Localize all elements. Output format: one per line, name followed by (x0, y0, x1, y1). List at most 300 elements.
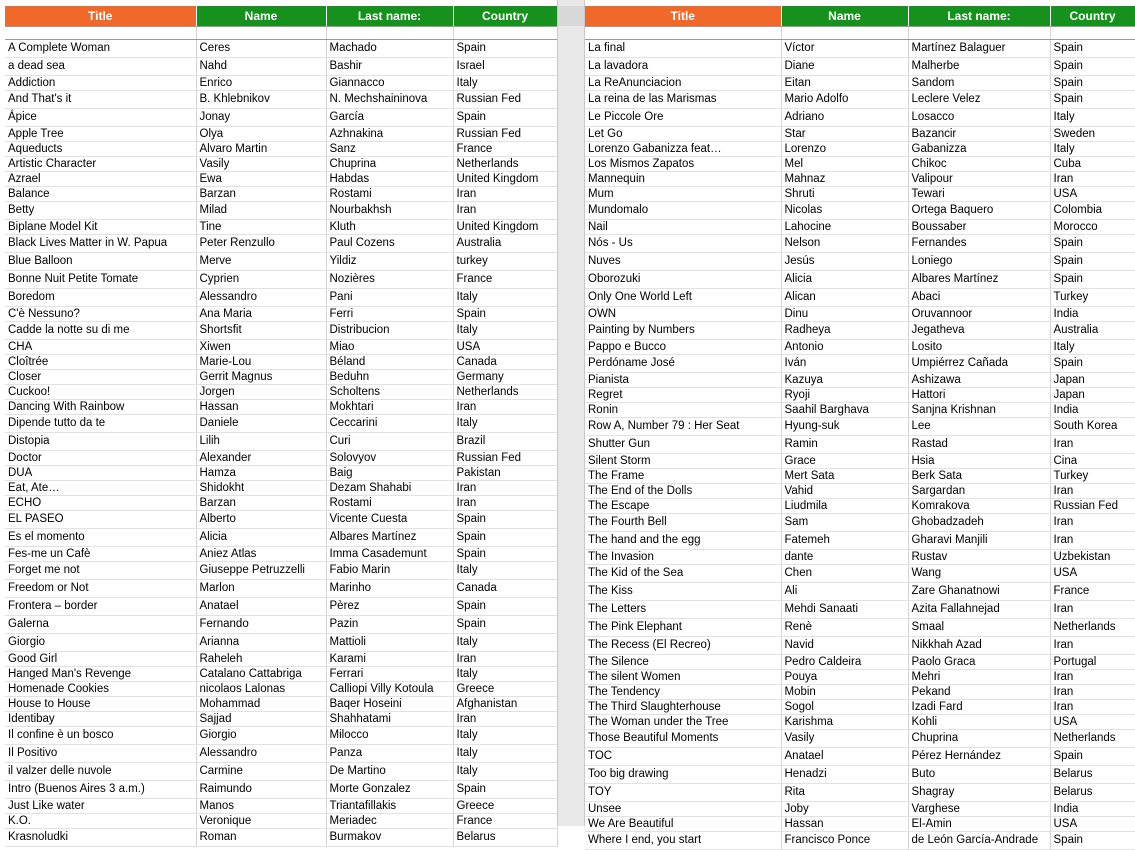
cell-name[interactable]: Pouya (781, 670, 908, 685)
cell-name[interactable]: Star (781, 127, 908, 142)
cell-country[interactable]: Spain (453, 307, 557, 322)
cell-last-name[interactable]: Chuprina (908, 730, 1050, 748)
cell-country[interactable]: Netherlands (1050, 730, 1135, 748)
header-last-name[interactable]: Last name: (908, 6, 1050, 27)
blank-cell[interactable] (1050, 27, 1135, 40)
cell-country[interactable]: Iran (1050, 685, 1135, 700)
cell-name[interactable]: Hassan (781, 817, 908, 832)
cell-title[interactable]: Identibay (5, 712, 196, 727)
cell-last-name[interactable]: Rastad (908, 436, 1050, 454)
cell-title[interactable]: The silent Women (585, 670, 781, 685)
cell-title[interactable]: The Fourth Bell (585, 514, 781, 532)
cell-title[interactable]: Shutter Gun (585, 436, 781, 454)
cell-last-name[interactable]: Rostami (326, 496, 453, 511)
cell-name[interactable]: Mel (781, 157, 908, 172)
cell-last-name[interactable]: Morte Gonzalez (326, 781, 453, 799)
cell-name[interactable]: Mehdi Sanaati (781, 601, 908, 619)
cell-country[interactable]: Iran (453, 652, 557, 667)
cell-last-name[interactable]: Leclere Velez (908, 91, 1050, 109)
cell-title[interactable]: Ápice (5, 109, 196, 127)
cell-last-name[interactable]: Ashizawa (908, 373, 1050, 388)
cell-country[interactable]: Italy (453, 667, 557, 682)
cell-last-name[interactable]: Gabanizza (908, 142, 1050, 157)
cell-last-name[interactable]: Rustav (908, 550, 1050, 565)
cell-country[interactable]: Spain (1050, 40, 1135, 58)
cell-name[interactable]: Alessandro (196, 289, 326, 307)
cell-last-name[interactable]: Jegatheva (908, 322, 1050, 340)
cell-name[interactable]: Raheleh (196, 652, 326, 667)
cell-country[interactable]: Italy (453, 634, 557, 652)
cell-title[interactable]: C'è Nessuno? (5, 307, 196, 322)
header-last-name[interactable]: Last name: (326, 6, 453, 27)
cell-name[interactable]: Anatael (781, 748, 908, 766)
cell-name[interactable]: Lorenzo (781, 142, 908, 157)
cell-name[interactable]: Alicia (196, 529, 326, 547)
cell-last-name[interactable]: Smaal (908, 619, 1050, 637)
cell-name[interactable]: Barzan (196, 187, 326, 202)
cell-name[interactable]: Barzan (196, 496, 326, 511)
cell-name[interactable]: Eitan (781, 76, 908, 91)
cell-country[interactable]: Canada (453, 355, 557, 370)
cell-name[interactable]: Marlon (196, 580, 326, 598)
cell-country[interactable]: Colombia (1050, 202, 1135, 220)
blank-cell[interactable] (781, 27, 908, 40)
cell-country[interactable]: Netherlands (1050, 619, 1135, 637)
cell-title[interactable]: Balance (5, 187, 196, 202)
cell-name[interactable]: Nahd (196, 58, 326, 76)
cell-title[interactable]: Distopia (5, 433, 196, 451)
cell-last-name[interactable]: Azita Fallahnejad (908, 601, 1050, 619)
cell-title[interactable]: Pianista (585, 373, 781, 388)
cell-country[interactable]: Japan (1050, 388, 1135, 403)
cell-country[interactable]: South Korea (1050, 418, 1135, 436)
cell-last-name[interactable]: Curi (326, 433, 453, 451)
cell-title[interactable]: Forget me not (5, 562, 196, 580)
cell-last-name[interactable]: Béland (326, 355, 453, 370)
cell-last-name[interactable]: Calliopi Villy Kotoula (326, 682, 453, 697)
cell-country[interactable]: Iran (1050, 172, 1135, 187)
cell-name[interactable]: Nicolas (781, 202, 908, 220)
cell-title[interactable]: Silent Storm (585, 454, 781, 469)
cell-name[interactable]: Tine (196, 220, 326, 235)
cell-last-name[interactable]: Ferrari (326, 667, 453, 682)
cell-title[interactable]: Good Girl (5, 652, 196, 667)
cell-title[interactable]: A Complete Woman (5, 40, 196, 58)
cell-country[interactable]: Italy (453, 76, 557, 91)
cell-title[interactable]: Black Lives Matter in W. Papua (5, 235, 196, 253)
cell-name[interactable]: Shortsfit (196, 322, 326, 340)
cell-last-name[interactable]: Distribucion (326, 322, 453, 340)
cell-last-name[interactable]: Marinho (326, 580, 453, 598)
cell-title[interactable]: Homenade Cookies (5, 682, 196, 697)
cell-title[interactable]: The Pink Elephant (585, 619, 781, 637)
cell-last-name[interactable]: Izadi Fard (908, 700, 1050, 715)
cell-name[interactable]: Nelson (781, 235, 908, 253)
cell-country[interactable]: USA (1050, 817, 1135, 832)
cell-last-name[interactable]: Loniego (908, 253, 1050, 271)
cell-last-name[interactable]: Gharavi Manjili (908, 532, 1050, 550)
cell-last-name[interactable]: N. Mechshaininova (326, 91, 453, 109)
cell-title[interactable]: The Woman under the Tree (585, 715, 781, 730)
cell-title[interactable]: TOC (585, 748, 781, 766)
cell-name[interactable]: Ana Maria (196, 307, 326, 322)
blank-cell[interactable] (908, 27, 1050, 40)
cell-last-name[interactable]: Habdas (326, 172, 453, 187)
cell-name[interactable]: Daniele (196, 415, 326, 433)
cell-last-name[interactable]: Pani (326, 289, 453, 307)
cell-name[interactable]: Saahil Barghava (781, 403, 908, 418)
cell-last-name[interactable]: Panza (326, 745, 453, 763)
cell-last-name[interactable]: Oruvannoor (908, 307, 1050, 322)
cell-title[interactable]: Lorenzo Gabanizza feat… (585, 142, 781, 157)
cell-name[interactable]: Marie-Lou (196, 355, 326, 370)
cell-name[interactable]: Vahid (781, 484, 908, 499)
cell-last-name[interactable]: Abaci (908, 289, 1050, 307)
cell-last-name[interactable]: Wang (908, 565, 1050, 583)
cell-country[interactable]: Iran (1050, 532, 1135, 550)
cell-name[interactable]: Ali (781, 583, 908, 601)
cell-title[interactable]: Dancing With Rainbow (5, 400, 196, 415)
cell-title[interactable]: Oborozuki (585, 271, 781, 289)
cell-last-name[interactable]: Hattori (908, 388, 1050, 403)
cell-last-name[interactable]: Albares Martínez (326, 529, 453, 547)
cell-name[interactable]: Lahocine (781, 220, 908, 235)
cell-name[interactable]: Grace (781, 454, 908, 469)
cell-name[interactable]: Mobin (781, 685, 908, 700)
cell-title[interactable]: Those Beautiful Moments (585, 730, 781, 748)
cell-last-name[interactable]: Machado (326, 40, 453, 58)
cell-country[interactable]: Spain (453, 529, 557, 547)
cell-name[interactable]: B. Khlebnikov (196, 91, 326, 109)
cell-country[interactable]: Belarus (453, 829, 557, 847)
cell-name[interactable]: Henadzi (781, 766, 908, 784)
cell-name[interactable]: Jorgen (196, 385, 326, 400)
cell-last-name[interactable]: Martínez Balaguer (908, 40, 1050, 58)
cell-title[interactable]: Addiction (5, 76, 196, 91)
cell-name[interactable]: Olya (196, 127, 326, 142)
cell-name[interactable]: Giuseppe Petruzzelli (196, 562, 326, 580)
cell-last-name[interactable]: Paul Cozens (326, 235, 453, 253)
cell-country[interactable]: Spain (453, 598, 557, 616)
cell-name[interactable]: Gerrit Magnus (196, 370, 326, 385)
cell-country[interactable]: turkey (453, 253, 557, 271)
cell-title[interactable]: Es el momento (5, 529, 196, 547)
cell-country[interactable]: France (453, 142, 557, 157)
cell-title[interactable]: The Frame (585, 469, 781, 484)
cell-last-name[interactable]: Kohli (908, 715, 1050, 730)
cell-name[interactable]: Raimundo (196, 781, 326, 799)
cell-country[interactable]: Spain (453, 547, 557, 562)
cell-name[interactable]: Dinu (781, 307, 908, 322)
cell-name[interactable]: Enrico (196, 76, 326, 91)
cell-country[interactable]: Iran (453, 400, 557, 415)
cell-title[interactable]: Giorgio (5, 634, 196, 652)
cell-last-name[interactable]: de León García-Andrade (908, 832, 1050, 850)
cell-name[interactable]: Alicia (781, 271, 908, 289)
cell-last-name[interactable]: Albares Martínez (908, 271, 1050, 289)
cell-name[interactable]: Shidokht (196, 481, 326, 496)
blank-cell[interactable] (453, 27, 557, 40)
cell-title[interactable]: Biplane Model Kit (5, 220, 196, 235)
cell-title[interactable]: Mum (585, 187, 781, 202)
cell-title[interactable]: The Kiss (585, 583, 781, 601)
cell-country[interactable]: Netherlands (453, 385, 557, 400)
cell-name[interactable]: Xiwen (196, 340, 326, 355)
cell-last-name[interactable]: Malherbe (908, 58, 1050, 76)
cell-last-name[interactable]: Shahhatami (326, 712, 453, 727)
cell-last-name[interactable]: Hsia (908, 454, 1050, 469)
cell-name[interactable]: Liudmila (781, 499, 908, 514)
cell-name[interactable]: Joby (781, 802, 908, 817)
cell-name[interactable]: Karishma (781, 715, 908, 730)
cell-title[interactable]: Regret (585, 388, 781, 403)
cell-title[interactable]: Mundomalo (585, 202, 781, 220)
cell-last-name[interactable]: Imma Casademunt (326, 547, 453, 562)
cell-name[interactable]: Mert Sata (781, 469, 908, 484)
cell-name[interactable]: nicolaos Lalonas (196, 682, 326, 697)
cell-title[interactable]: The End of the Dolls (585, 484, 781, 499)
cell-last-name[interactable]: Pérez Hernández (908, 748, 1050, 766)
cell-country[interactable]: Cina (1050, 454, 1135, 469)
cell-last-name[interactable]: Chuprina (326, 157, 453, 172)
cell-last-name[interactable]: Fabio Marin (326, 562, 453, 580)
cell-country[interactable]: Spain (453, 616, 557, 634)
cell-title[interactable]: OWN (585, 307, 781, 322)
cell-country[interactable]: Iran (1050, 601, 1135, 619)
cell-title[interactable]: La ReAnunciacion (585, 76, 781, 91)
cell-name[interactable]: Chen (781, 565, 908, 583)
cell-name[interactable]: Alvaro Martin (196, 142, 326, 157)
cell-title[interactable]: The Silence (585, 655, 781, 670)
cell-name[interactable]: Ceres (196, 40, 326, 58)
cell-title[interactable]: Hanged Man's Revenge (5, 667, 196, 682)
cell-last-name[interactable]: Scholtens (326, 385, 453, 400)
cell-country[interactable]: Italy (453, 322, 557, 340)
cell-name[interactable]: Sam (781, 514, 908, 532)
cell-name[interactable]: Jesús (781, 253, 908, 271)
cell-country[interactable]: Spain (1050, 271, 1135, 289)
cell-title[interactable]: Le Piccole Ore (585, 109, 781, 127)
cell-last-name[interactable]: Mehri (908, 670, 1050, 685)
cell-name[interactable]: Vasily (781, 730, 908, 748)
cell-title[interactable]: La final (585, 40, 781, 58)
cell-name[interactable]: Navid (781, 637, 908, 655)
cell-last-name[interactable]: Ortega Baquero (908, 202, 1050, 220)
cell-title[interactable]: Il Positivo (5, 745, 196, 763)
cell-title[interactable]: Just Like water (5, 799, 196, 814)
cell-title[interactable]: Los Mismos Zapatos (585, 157, 781, 172)
cell-last-name[interactable]: Miao (326, 340, 453, 355)
cell-last-name[interactable]: Varghese (908, 802, 1050, 817)
cell-name[interactable]: Mahnaz (781, 172, 908, 187)
cell-title[interactable]: Krasnoludki (5, 829, 196, 847)
cell-title[interactable]: Freedom or Not (5, 580, 196, 598)
cell-country[interactable]: Spain (1050, 76, 1135, 91)
cell-last-name[interactable]: Ceccarini (326, 415, 453, 433)
cell-title[interactable]: Aqueducts (5, 142, 196, 157)
cell-last-name[interactable]: Sargardan (908, 484, 1050, 499)
cell-title[interactable]: La reina de las Marismas (585, 91, 781, 109)
cell-country[interactable]: Italy (453, 763, 557, 781)
cell-name[interactable]: Alberto (196, 511, 326, 529)
cell-last-name[interactable]: Dezam Shahabi (326, 481, 453, 496)
cell-country[interactable]: Israel (453, 58, 557, 76)
cell-title[interactable]: The Escape (585, 499, 781, 514)
cell-title[interactable]: Ronin (585, 403, 781, 418)
header-name[interactable]: Name (781, 6, 908, 27)
cell-title[interactable]: TOY (585, 784, 781, 802)
cell-country[interactable]: Iran (1050, 637, 1135, 655)
cell-name[interactable]: Arianna (196, 634, 326, 652)
cell-country[interactable]: Iran (1050, 700, 1135, 715)
cell-title[interactable]: Row A, Number 79 : Her Seat (585, 418, 781, 436)
cell-country[interactable]: United Kingdom (453, 220, 557, 235)
cell-title[interactable]: Galerna (5, 616, 196, 634)
cell-last-name[interactable]: Baqer Hoseini (326, 697, 453, 712)
cell-title[interactable]: La lavadora (585, 58, 781, 76)
cell-country[interactable]: India (1050, 307, 1135, 322)
cell-last-name[interactable]: Mattioli (326, 634, 453, 652)
cell-country[interactable]: India (1050, 802, 1135, 817)
cell-last-name[interactable]: Losito (908, 340, 1050, 355)
cell-name[interactable]: dante (781, 550, 908, 565)
cell-country[interactable]: Iran (453, 202, 557, 220)
cell-title[interactable]: Bonne Nuit Petite Tomate (5, 271, 196, 289)
cell-last-name[interactable]: Komrakova (908, 499, 1050, 514)
cell-country[interactable]: Italy (453, 415, 557, 433)
cell-name[interactable]: Víctor (781, 40, 908, 58)
cell-name[interactable]: Renè (781, 619, 908, 637)
cell-last-name[interactable]: Sanz (326, 142, 453, 157)
cell-country[interactable]: Spain (1050, 355, 1135, 373)
cell-title[interactable]: a dead sea (5, 58, 196, 76)
cell-last-name[interactable]: Paolo Graca (908, 655, 1050, 670)
cell-country[interactable]: Italy (453, 745, 557, 763)
cell-title[interactable]: The Recess (El Recreo) (585, 637, 781, 655)
cell-title[interactable]: Painting by Numbers (585, 322, 781, 340)
cell-name[interactable]: Hamza (196, 466, 326, 481)
cell-country[interactable]: France (1050, 583, 1135, 601)
cell-last-name[interactable]: Shagray (908, 784, 1050, 802)
cell-last-name[interactable]: Pazin (326, 616, 453, 634)
cell-last-name[interactable]: El-Amin (908, 817, 1050, 832)
cell-country[interactable]: Italy (1050, 340, 1135, 355)
cell-country[interactable]: USA (453, 340, 557, 355)
cell-country[interactable]: Afghanistan (453, 697, 557, 712)
cell-last-name[interactable]: Baig (326, 466, 453, 481)
header-title[interactable]: Title (585, 6, 781, 27)
blank-cell[interactable] (326, 27, 453, 40)
cell-title[interactable]: Azrael (5, 172, 196, 187)
cell-last-name[interactable]: Vicente Cuesta (326, 511, 453, 529)
cell-country[interactable]: USA (1050, 565, 1135, 583)
cell-title[interactable]: Artistic Character (5, 157, 196, 172)
cell-title[interactable]: EL PASEO (5, 511, 196, 529)
cell-country[interactable]: Iran (453, 496, 557, 511)
cell-name[interactable]: Fernando (196, 616, 326, 634)
cell-last-name[interactable]: Losacco (908, 109, 1050, 127)
cell-last-name[interactable]: Tewari (908, 187, 1050, 202)
cell-name[interactable]: Adriano (781, 109, 908, 127)
cell-title[interactable]: Unsee (585, 802, 781, 817)
cell-last-name[interactable]: Rostami (326, 187, 453, 202)
cell-country[interactable]: Australia (453, 235, 557, 253)
cell-last-name[interactable]: Boussaber (908, 220, 1050, 235)
cell-name[interactable]: Vasily (196, 157, 326, 172)
cell-country[interactable]: Russian Fed (1050, 499, 1135, 514)
cell-country[interactable]: France (453, 814, 557, 829)
cell-last-name[interactable]: Nourbakhsh (326, 202, 453, 220)
cell-title[interactable]: Intro (Buenos Aires 3 a.m.) (5, 781, 196, 799)
cell-last-name[interactable]: Nozières (326, 271, 453, 289)
cell-country[interactable]: Russian Fed (453, 91, 557, 109)
cell-name[interactable]: Iván (781, 355, 908, 373)
cell-title[interactable]: il valzer delle nuvole (5, 763, 196, 781)
cell-title[interactable]: The hand and the egg (585, 532, 781, 550)
cell-country[interactable]: Morocco (1050, 220, 1135, 235)
cell-last-name[interactable]: Fernandes (908, 235, 1050, 253)
cell-last-name[interactable]: Bashir (326, 58, 453, 76)
cell-last-name[interactable]: Mokhtari (326, 400, 453, 415)
cell-country[interactable]: Germany (453, 370, 557, 385)
cell-last-name[interactable]: Beduhn (326, 370, 453, 385)
cell-last-name[interactable]: Valipour (908, 172, 1050, 187)
cell-last-name[interactable]: Chikoc (908, 157, 1050, 172)
cell-name[interactable]: Sajjad (196, 712, 326, 727)
cell-last-name[interactable]: Zare Ghanatnowi (908, 583, 1050, 601)
cell-country[interactable]: Italy (1050, 109, 1135, 127)
cell-title[interactable]: DUA (5, 466, 196, 481)
cell-title[interactable]: Fes-me un Cafè (5, 547, 196, 562)
cell-last-name[interactable]: Solovyov (326, 451, 453, 466)
cell-country[interactable]: Greece (453, 682, 557, 697)
cell-last-name[interactable]: Berk Sata (908, 469, 1050, 484)
cell-last-name[interactable]: Sandom (908, 76, 1050, 91)
cell-last-name[interactable]: Milocco (326, 727, 453, 745)
cell-title[interactable]: Cuckoo! (5, 385, 196, 400)
cell-last-name[interactable]: Buto (908, 766, 1050, 784)
cell-last-name[interactable]: Nikkhah Azad (908, 637, 1050, 655)
cell-name[interactable]: Mohammad (196, 697, 326, 712)
cell-name[interactable]: Cyprien (196, 271, 326, 289)
cell-name[interactable]: Pedro Caldeira (781, 655, 908, 670)
cell-last-name[interactable]: Giannacco (326, 76, 453, 91)
cell-country[interactable]: Spain (453, 511, 557, 529)
cell-last-name[interactable]: García (326, 109, 453, 127)
cell-country[interactable]: Japan (1050, 373, 1135, 388)
header-title[interactable]: Title (5, 6, 196, 27)
cell-name[interactable]: Francisco Ponce (781, 832, 908, 850)
cell-name[interactable]: Alessandro (196, 745, 326, 763)
cell-country[interactable]: France (453, 271, 557, 289)
cell-title[interactable]: Only One World Left (585, 289, 781, 307)
cell-country[interactable]: Belarus (1050, 766, 1135, 784)
cell-last-name[interactable]: Lee (908, 418, 1050, 436)
cell-name[interactable]: Giorgio (196, 727, 326, 745)
cell-last-name[interactable]: Umpiérrez Cañada (908, 355, 1050, 373)
cell-last-name[interactable]: De Martino (326, 763, 453, 781)
cell-country[interactable]: Iran (453, 187, 557, 202)
cell-name[interactable]: Carmine (196, 763, 326, 781)
cell-title[interactable]: Boredom (5, 289, 196, 307)
cell-country[interactable]: Spain (1050, 58, 1135, 76)
cell-country[interactable]: Australia (1050, 322, 1135, 340)
cell-country[interactable]: Russian Fed (453, 127, 557, 142)
cell-name[interactable]: Shruti (781, 187, 908, 202)
cell-name[interactable]: Sogol (781, 700, 908, 715)
cell-title[interactable]: K.O. (5, 814, 196, 829)
cell-name[interactable]: Hyung-suk (781, 418, 908, 436)
